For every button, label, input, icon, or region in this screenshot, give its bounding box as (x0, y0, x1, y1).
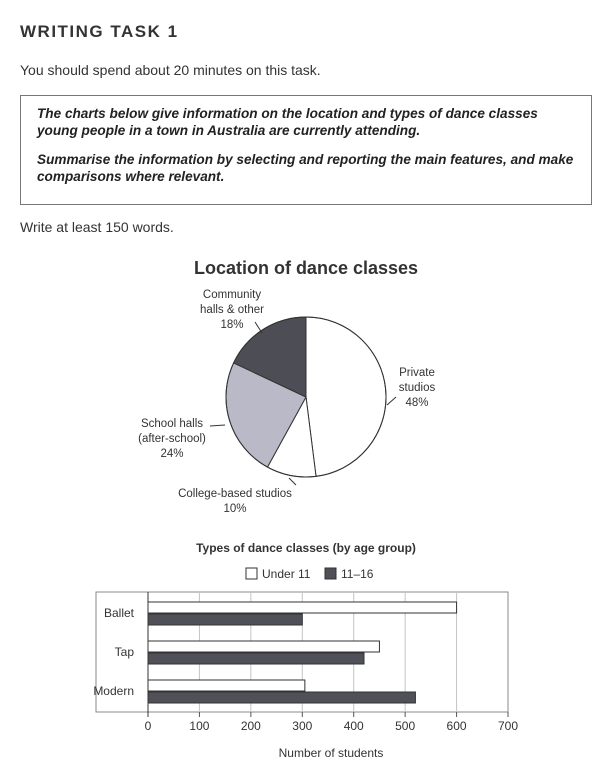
time-instruction: You should spend about 20 minutes on this task. (20, 62, 321, 78)
pie-slice-percent: 18% (220, 319, 244, 331)
bar-chart-title: Types of dance classes (by age group) (196, 541, 416, 555)
pie-slice-percent: 48% (405, 397, 429, 409)
bar-mark (148, 641, 379, 652)
pie-leader-line (210, 425, 225, 426)
pie-slice-percent: 10% (223, 503, 247, 515)
bar-mark (148, 653, 364, 664)
pie-slice-label: halls & other (200, 304, 264, 316)
bar-x-tick-label: 400 (343, 719, 364, 733)
pie-slice-label: (after-school) (138, 433, 206, 445)
pie-leader-line (289, 478, 296, 485)
pie-chart-title: Location of dance classes (193, 258, 419, 278)
pie-slice (306, 317, 386, 476)
pie-slice-label: School halls (140, 418, 204, 430)
legend-label: Under 11 (262, 567, 311, 581)
bar-mark (148, 602, 457, 613)
pie-slice-label: studios (398, 382, 436, 394)
task-heading: WRITING TASK 1 (20, 22, 179, 41)
task-prompt-instruction: Summarise the information by selecting and reporting the main features, and make comparisons where relevant. (37, 152, 574, 184)
bar-x-tick-label: 600 (446, 719, 467, 733)
bar-category-label: Tap (114, 645, 134, 659)
legend-swatch (325, 568, 336, 579)
bar-x-tick-label: 0 (144, 719, 152, 733)
task-prompt-description: The charts below give information on the location and types of dance classes young people in a town in Australia are currently attending. (37, 106, 538, 138)
bar-chart (93, 592, 518, 733)
pie-slice-label: Private (399, 367, 435, 379)
bar-x-tick-label: 700 (497, 719, 519, 733)
bar-mark (148, 692, 415, 703)
bar-mark (148, 614, 302, 625)
legend-swatch (246, 568, 257, 579)
pie-slice-percent: 24% (160, 448, 184, 460)
word-count-instruction: Write at least 150 words. (20, 219, 174, 235)
bar-x-tick-label: 200 (240, 719, 261, 733)
pie-slice-label: College-based studios (178, 488, 292, 500)
pie-slice-label: Community (202, 289, 262, 301)
bar-category-label: Modern (93, 684, 134, 698)
bar-x-tick-label: 500 (395, 719, 416, 733)
bar-legend (246, 567, 374, 581)
bar-x-axis-label: Number of students (278, 746, 384, 760)
bar-category-label: Ballet (103, 606, 134, 620)
bar-mark (148, 680, 305, 691)
bar-x-tick-label: 300 (292, 719, 313, 733)
pie-leader-line (387, 397, 396, 405)
pie-chart (138, 289, 435, 515)
bar-x-tick-label: 100 (189, 719, 210, 733)
legend-label: 11–16 (341, 567, 374, 581)
